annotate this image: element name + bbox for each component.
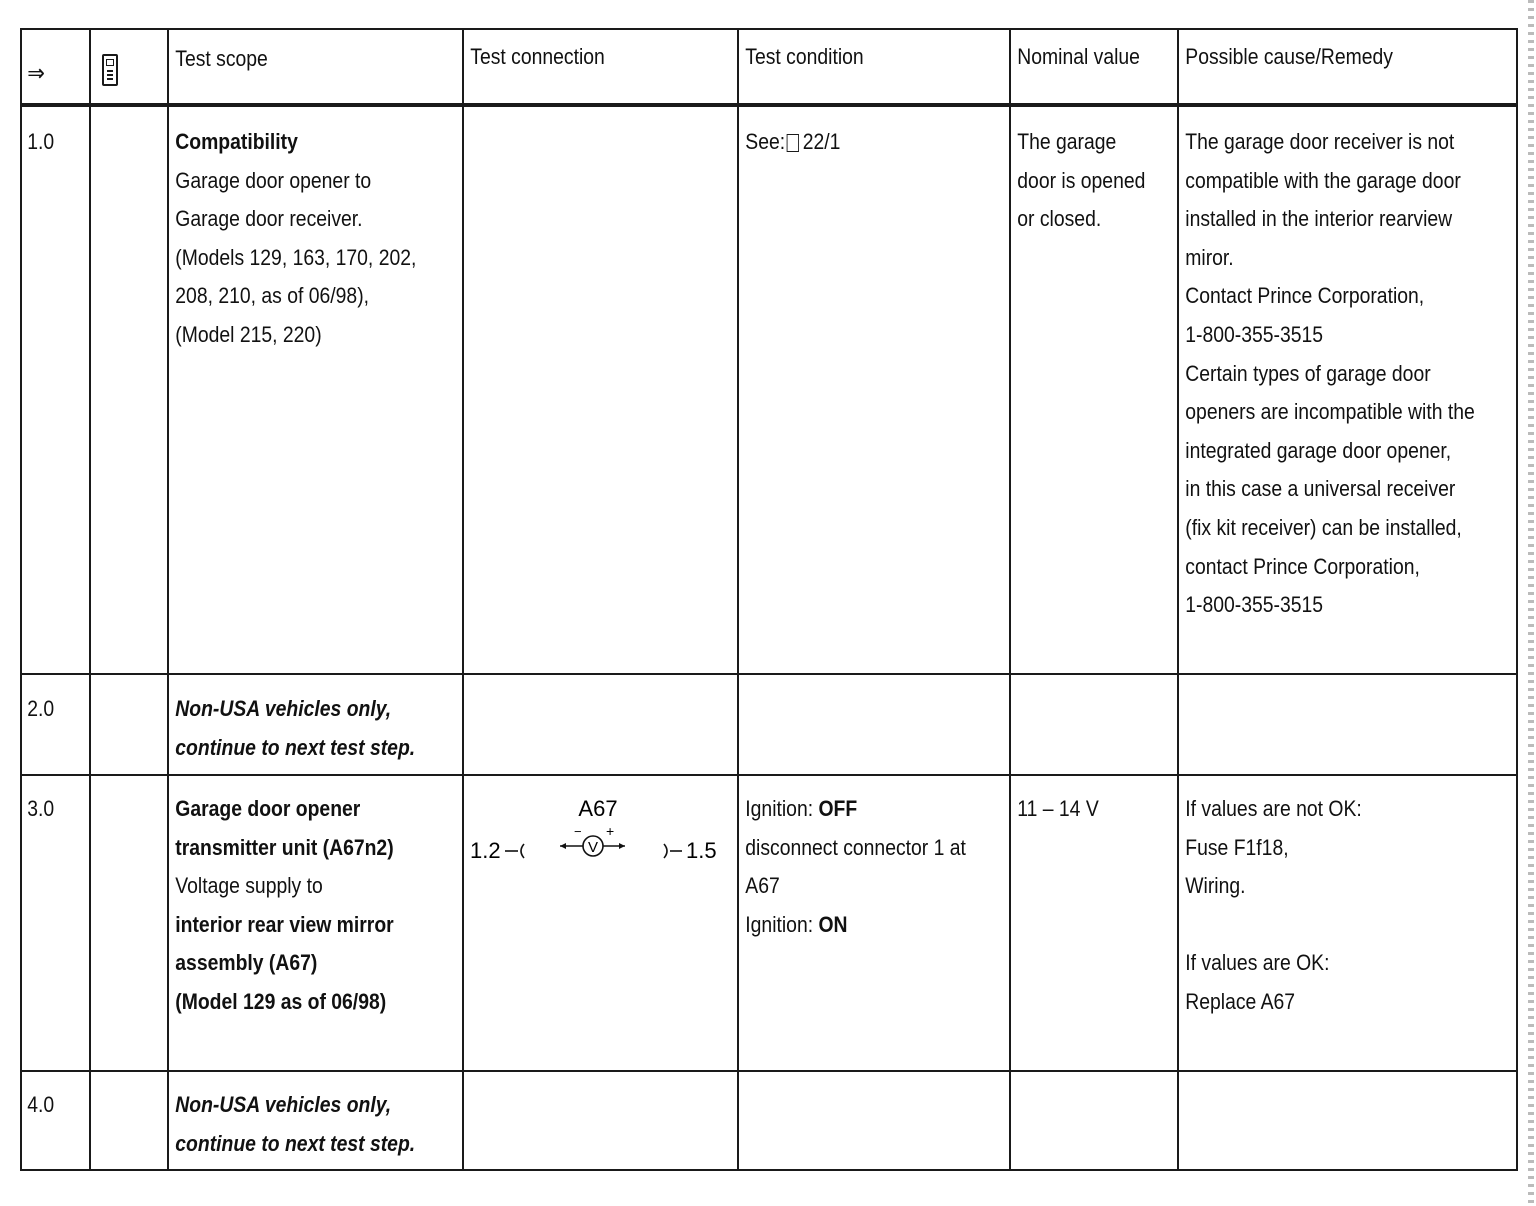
remedy-line: in this case a universal receiver bbox=[1185, 476, 1456, 502]
pin-right-label: 1.5 bbox=[686, 838, 717, 863]
remedy-line: Contact Prince Corporation, bbox=[1185, 283, 1425, 309]
remedy-line: compatible with the garage door bbox=[1185, 167, 1461, 193]
remedy-line: Replace A67 bbox=[1185, 988, 1296, 1014]
row-divider bbox=[22, 673, 1516, 675]
ignition-state: ON bbox=[818, 911, 848, 937]
nominal-line: or closed. bbox=[1017, 206, 1102, 232]
pin-left-label: 1.2 bbox=[470, 838, 501, 863]
step-number: 2.0 bbox=[27, 696, 55, 721]
scope-line: (Model 215, 220) bbox=[175, 321, 322, 347]
remedy-line: installed in the interior rearview bbox=[1185, 206, 1453, 232]
step-number: 4.0 bbox=[27, 1092, 55, 1117]
arrow-right-icon: ⇒ bbox=[27, 59, 45, 87]
remedy-line: If values are not OK: bbox=[1185, 796, 1362, 821]
plus-sign: + bbox=[606, 823, 615, 839]
remedy-line bbox=[1185, 906, 1361, 945]
header-test-condition: Test condition bbox=[745, 44, 864, 69]
header-nominal-value: Nominal value bbox=[1017, 44, 1140, 69]
column-divider bbox=[167, 30, 169, 1169]
scope-line: assembly (A67) bbox=[175, 950, 318, 976]
scope-line: transmitter unit (A67n2) bbox=[175, 834, 394, 860]
scope-line: continue to next test step. bbox=[175, 734, 416, 760]
scope-line: Garage door opener bbox=[175, 796, 361, 821]
remedy-line: Fuse F1f18, bbox=[1185, 834, 1289, 860]
scope-line: continue to next test step. bbox=[175, 1130, 416, 1156]
remedy-line: Wiring. bbox=[1185, 873, 1246, 899]
header-test-connection: Test connection bbox=[470, 44, 605, 69]
nominal-value-cell bbox=[1012, 123, 1151, 239]
scope-line: 208, 210, as of 06/98), bbox=[175, 283, 370, 309]
condition-label: Ignition: bbox=[745, 911, 814, 937]
test-scope-cell bbox=[170, 790, 399, 1022]
step-number: 1.0 bbox=[27, 129, 55, 154]
remedy-line: contact Prince Corporation, bbox=[1185, 553, 1420, 579]
scope-line: Garage door opener to bbox=[175, 167, 372, 193]
test-scope-cell bbox=[170, 123, 422, 355]
voltmeter-connection-diagram bbox=[450, 770, 720, 870]
column-divider bbox=[1009, 30, 1011, 1169]
scope-line: Garage door receiver. bbox=[175, 206, 363, 232]
row-divider bbox=[22, 1070, 1516, 1072]
remedy-line: miror. bbox=[1185, 244, 1234, 270]
component-label: A67 bbox=[578, 796, 618, 821]
remedy-line: integrated garage door opener, bbox=[1185, 437, 1452, 463]
scope-title: Compatibility bbox=[175, 129, 298, 154]
scope-line: Non-USA vehicles only, bbox=[175, 696, 392, 721]
test-scope-cell bbox=[170, 690, 420, 767]
column-divider bbox=[1177, 30, 1179, 1169]
ignition-state: OFF bbox=[818, 796, 858, 821]
scope-line: interior rear view mirror bbox=[175, 911, 394, 937]
column-divider bbox=[89, 30, 91, 1169]
scan-edge bbox=[1528, 0, 1534, 1206]
test-scope-cell bbox=[170, 1086, 420, 1163]
nominal-line: door is opened bbox=[1017, 167, 1146, 193]
minus-sign: − bbox=[574, 824, 582, 839]
probe-plus-arrow bbox=[619, 843, 625, 849]
socket-right bbox=[664, 844, 667, 858]
header-divider bbox=[22, 103, 1516, 107]
remedy-line: (fix kit receiver) can be installed, bbox=[1185, 514, 1462, 540]
condition-label: Ignition: bbox=[745, 796, 814, 821]
nominal-line: The garage bbox=[1017, 129, 1117, 154]
header-test-scope: Test scope bbox=[175, 46, 268, 71]
row-divider bbox=[22, 774, 1516, 776]
scope-line: Voltage supply to bbox=[175, 873, 323, 899]
condition-prefix: See: bbox=[745, 129, 786, 154]
test-condition-cell bbox=[740, 790, 971, 944]
remedy-line: openers are incompatible with the bbox=[1185, 399, 1475, 425]
header-possible-cause: Possible cause/Remedy bbox=[1185, 44, 1393, 69]
header-arrow bbox=[22, 60, 50, 87]
remedy-cell bbox=[1180, 123, 1480, 625]
remedy-cell bbox=[1180, 790, 1367, 1022]
probe-minus-arrow bbox=[560, 843, 566, 849]
remedy-line: Certain types of garage door bbox=[1185, 360, 1431, 386]
scope-line: (Model 129 as of 06/98) bbox=[175, 988, 387, 1014]
scope-line: Non-USA vehicles only, bbox=[175, 1092, 392, 1117]
step-number: 3.0 bbox=[27, 796, 55, 821]
nominal-value-cell: 11 – 14 V bbox=[1017, 796, 1099, 821]
socket-left bbox=[521, 844, 524, 858]
manual-reference-icon bbox=[787, 134, 799, 152]
test-condition-cell bbox=[740, 123, 846, 162]
condition-reference: 22/1 bbox=[802, 129, 841, 154]
condition-line: disconnect connector 1 at bbox=[745, 834, 966, 860]
remedy-line: The garage door receiver is not bbox=[1185, 129, 1455, 154]
test-table bbox=[20, 28, 1518, 1171]
scope-line: (Models 129, 163, 170, 202, bbox=[175, 244, 417, 270]
remedy-line: 1-800-355-3515 bbox=[1185, 592, 1324, 618]
remedy-line: 1-800-355-3515 bbox=[1185, 321, 1324, 347]
remedy-line: If values are OK: bbox=[1185, 950, 1330, 976]
condition-line: A67 bbox=[745, 873, 780, 899]
column-divider bbox=[737, 30, 739, 1169]
column-divider bbox=[462, 30, 464, 1169]
voltmeter-symbol: V bbox=[587, 839, 599, 856]
hand-held-tester-icon bbox=[102, 54, 118, 86]
